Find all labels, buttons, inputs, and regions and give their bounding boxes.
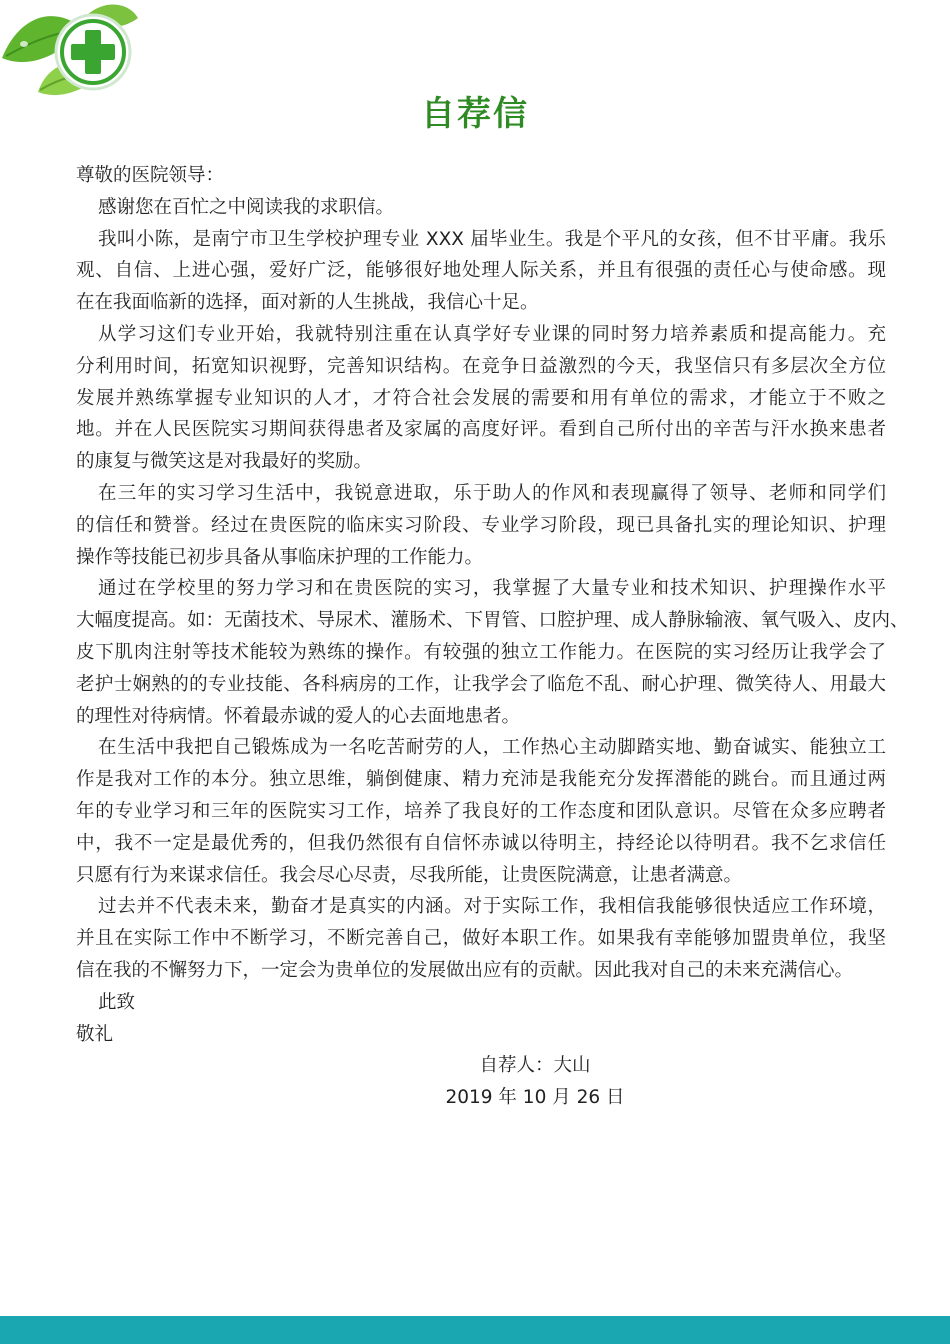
paragraph-line: 皮下肌肉注射等技术能较为熟练的操作。有较强的独立工作能力。在医院的实习经历让我学会了 [76,641,886,663]
paragraph-line: 的信任和赞誉。经过在贵医院的临床实习阶段、专业学习阶段，现已具备扎实的理论知识、护理 [76,514,886,536]
paragraph-1 [76,192,886,224]
paragraph-line: 感谢您在百忙之中阅读我的求职信。 [98,196,395,218]
paragraph-3 [76,319,886,478]
paragraph-line: 地。并在人民医院实习期间获得患者及家属的高度好评。看到自己所付出的辛苦与汗水换来患者 [76,419,886,441]
paragraph-line: 分利用时间，拓宽知识视野，完善知识结构。在竞争日益激烈的今天，我坚信只有多层次全方位 [76,355,886,377]
paragraph-line: 在三年的实习学习生活中，我锐意进取，乐于助人的作风和表现赢得了领导、老师和同学们 [98,482,886,504]
paragraph-7 [76,891,886,986]
paragraph-2 [76,224,886,319]
paragraph-6 [76,732,886,891]
date: 2019 年 10 月 26 日 [445,1087,625,1109]
footer-bar [0,1316,950,1344]
paragraph-line: 信在我的不懈努力下，一定会为贵单位的发展做出应有的贡献。因此我对自己的未来充满信心。 [76,959,854,981]
page-title: 自荐信 [421,94,529,134]
paragraph-line: 并且在实际工作中不断学习，不断完善自己，做好本职工作。如果我有幸能够加盟贵单位，我坚 [76,928,886,950]
paragraph-line: 只愿有行为来谋求信任。我会尽心尽责，尽我所能，让贵医院满意，让患者满意。 [76,864,743,886]
paragraph-line: 大幅度提高。如：无菌技术、导尿术、灌肠术、下胃管、口腔护理、成人静脉输液、氧气吸入、皮内、 [76,610,909,632]
closing: 此致 [98,991,136,1013]
paragraph-line: 发展并熟练掌握专业知识的人才，才符合社会发展的需要和用有单位的需求，才能立于不败之 [76,387,886,409]
paragraph-line: 的理性对待病情。怀着最赤诚的爱人的心去面地患者。 [76,705,521,727]
paragraph-line: 观、自信、上进心强，爱好广泛，能够很好地处理人际关系，并且有很强的责任心与使命感。现 [76,260,886,282]
regards: 敬礼 [76,1023,114,1045]
salutation: 尊敬的医院领导： [76,165,225,186]
paragraph-line: 中，我不一定是最优秀的，但我仍然很有自信怀赤诚以待明主，持经论以待明君。我不乞求信任 [76,832,886,854]
paragraph-line: 的康复与微笑这是对我最好的奖励。 [76,451,373,473]
paragraph-line: 从学习这们专业开始，我就特别注重在认真学好专业课的同时努力培养素质和提高能力。充 [98,323,886,345]
paragraph-line: 在生活中我把自己锻炼成为一名吃苦耐劳的人，工作热心主动脚踏实地、勤奋诚实、能独立工 [98,737,886,759]
paragraph-line: 我叫小陈，是南宁市卫生学校护理专业 XXX 届毕业生。我是个平凡的女孩，但不甘平庸。我乐 [98,228,886,250]
paragraph-line: 作是我对工作的本分。独立思维，躺倒健康、精力充沛是我能充分发挥潜能的跳台。而且通过两 [76,769,886,791]
paragraph-line: 在在我面临新的选择，面对新的人生挑战，我信心十足。 [76,292,539,314]
paragraph-4 [76,478,886,573]
paragraph-line: 通过在学校里的努力学习和在贵医院的实习，我掌握了大量专业和技术知识、护理操作水平 [98,578,886,600]
paragraph-5 [76,573,909,732]
paragraph-line: 过去并不代表未来，勤奋才是真实的内涵。对于实际工作，我相信我能够很快适应工作环境， [98,896,886,918]
paragraph-line: 年的专业学习和三年的医院实习工作，培养了我良好的工作态度和团队意识。尽管在众多应聘者 [76,800,886,822]
signature: 自荐人：大山 [479,1055,591,1077]
paragraph-line: 操作等技能已初步具备从事临床护理的工作能力。 [76,546,484,568]
paragraph-line: 老护士娴熟的的专业技能、各科病房的工作，让我学会了临危不乱、耐心护理、微笑待人、用最大 [76,673,886,695]
letter-body [76,160,909,1114]
